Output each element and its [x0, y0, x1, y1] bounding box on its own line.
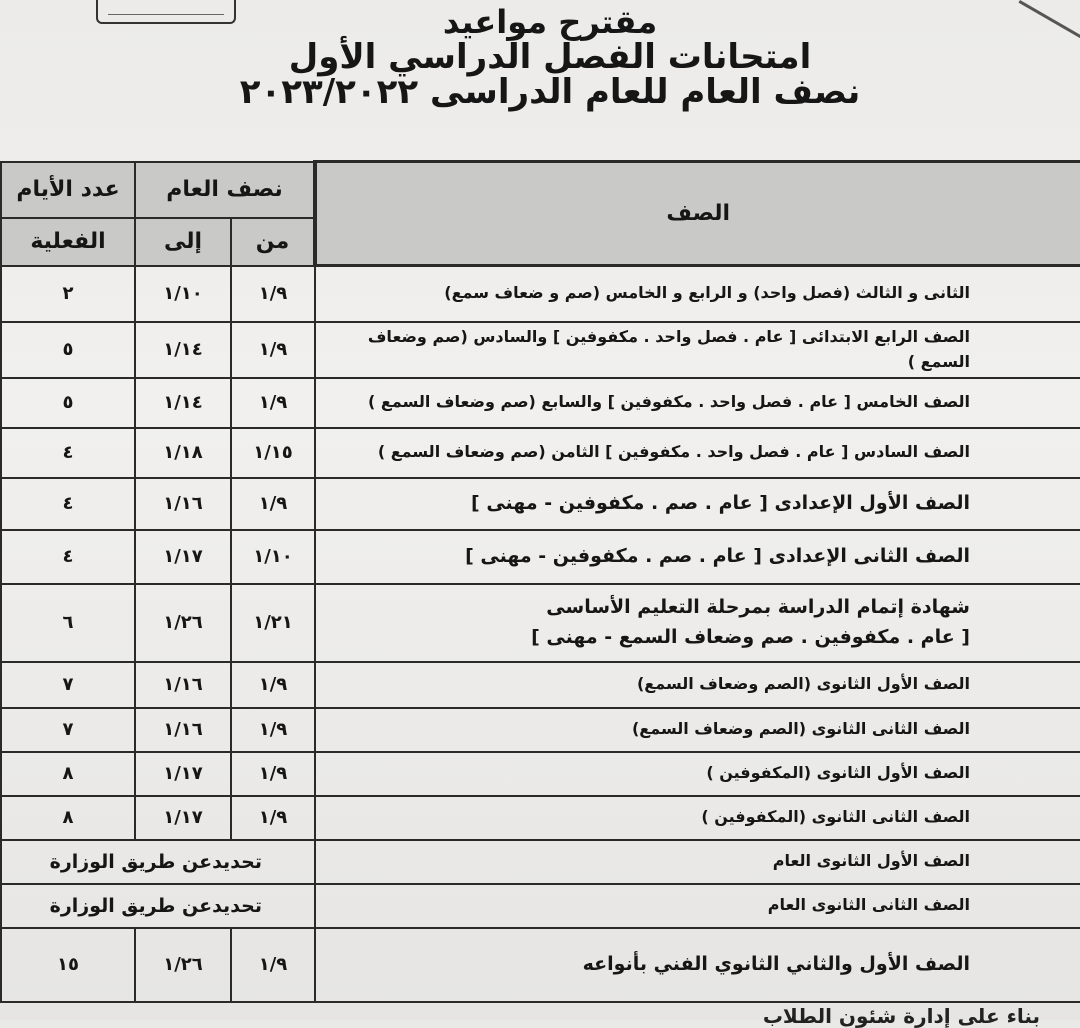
header-grade: الصف — [315, 162, 1080, 266]
from-cell: ١/٩ — [231, 478, 315, 530]
table-row — [1, 662, 1080, 708]
table-row — [1, 840, 1080, 884]
table-row — [1, 322, 1080, 378]
grade-cell: الثانى و الثالث (فصل واحد) و الرابع و الخامس (صم و ضعاف سمع) — [315, 266, 1080, 322]
table-row — [1, 928, 1080, 1002]
from-cell: ١/١٠ — [231, 530, 315, 584]
header-days-line2: الفعلية — [1, 218, 135, 266]
title-line-1: مقترح مواعيد — [200, 6, 900, 40]
days-cell: ٤ — [1, 530, 135, 584]
to-cell: ١/١٧ — [135, 530, 231, 584]
from-cell: ١/٩ — [231, 708, 315, 752]
from-cell: ١/٩ — [231, 378, 315, 428]
days-cell: ٥ — [1, 322, 135, 378]
grade-cell: الصف الأول الثانوى (الصم وضعاف السمع) — [315, 662, 1080, 708]
days-cell: ١٥ — [1, 928, 135, 1002]
days-cell: ٨ — [1, 796, 135, 840]
title-line-2: امتحانات الفصل الدراسي الأول — [200, 40, 900, 76]
table-row — [1, 796, 1080, 840]
from-cell: ١/٢١ — [231, 584, 315, 662]
days-cell: ٤ — [1, 428, 135, 478]
grade-cell: الصف الثانى الثانوى (المكفوفين ) — [315, 796, 1080, 840]
to-cell: ١/١٦ — [135, 662, 231, 708]
exam-schedule-table — [0, 160, 1080, 1003]
grade-cell: الصف الخامس [ عام . فصل واحد . مكفوفين ] والسابع (صم وضعاف السمع ) — [315, 378, 1080, 428]
days-cell: ٧ — [1, 708, 135, 752]
header-days-line1: عدد الأيام — [1, 162, 135, 218]
grade-cell: الصف الثانى الثانوى (الصم وضعاف السمع) — [315, 708, 1080, 752]
ministry-note-cell: تحديدعن طريق الوزارة — [1, 884, 315, 928]
to-cell: ١/١٧ — [135, 796, 231, 840]
table-row — [1, 428, 1080, 478]
grade-cell: الصف الأول الثانوى العام — [315, 840, 1080, 884]
footer-text: بناء على إدارة شئون الطلاب — [520, 1004, 1040, 1028]
grade-cell: الصف السادس [ عام . فصل واحد . مكفوفين ] الثامن (صم وضعاف السمع ) — [315, 428, 1080, 478]
grade-cell: الصف الرابع الابتدائى [ عام . فصل واحد . مكفوفين ] والسادس (صم وضعاف السمع ) — [315, 322, 1080, 378]
table-row — [1, 378, 1080, 428]
to-cell: ١/١٤ — [135, 322, 231, 378]
days-cell: ٨ — [1, 752, 135, 796]
days-cell: ٦ — [1, 584, 135, 662]
to-cell: ١/٢٦ — [135, 928, 231, 1002]
to-cell: ١/١٨ — [135, 428, 231, 478]
document-title — [200, 6, 900, 111]
table-row — [1, 584, 1080, 662]
table-row — [1, 708, 1080, 752]
grade-cell — [315, 584, 1080, 662]
grade-cell: الصف الثانى الإعدادى [ عام . صم . مكفوفين - مهنى ] — [315, 530, 1080, 584]
days-cell: ٥ — [1, 378, 135, 428]
table-row — [1, 478, 1080, 530]
grade-cell: الصف الأول الثانوى (المكفوفين ) — [315, 752, 1080, 796]
grade-cell-line-2: [ عام . مكفوفين . صم وضعاف السمع - مهنى ] — [316, 623, 970, 652]
from-cell: ١/٩ — [231, 796, 315, 840]
grade-cell-line-1: شهادة إتمام الدراسة بمرحلة التعليم الأساسى — [316, 593, 970, 622]
days-cell: ٧ — [1, 662, 135, 708]
grade-cell: الصف الأول والثاني الثانوي الفني بأنواعه — [315, 928, 1080, 1002]
header-midyear: نصف العام — [135, 162, 315, 218]
from-cell: ١/٩ — [231, 662, 315, 708]
to-cell: ١/١٦ — [135, 478, 231, 530]
table-row — [1, 752, 1080, 796]
title-line-3: نصف العام للعام الدراسى ٢٠٢٣/٢٠٢٢ — [200, 75, 900, 111]
header-to: إلى — [135, 218, 231, 266]
from-cell: ١/٩ — [231, 752, 315, 796]
table-row — [1, 884, 1080, 928]
from-cell: ١/٩ — [231, 928, 315, 1002]
from-cell: ١/١٥ — [231, 428, 315, 478]
to-cell: ١/١٦ — [135, 708, 231, 752]
grade-cell: الصف الأول الإعدادى [ عام . صم . مكفوفين - مهنى ] — [315, 478, 1080, 530]
days-cell: ٢ — [1, 266, 135, 322]
table-row — [1, 530, 1080, 584]
header-from: من — [231, 218, 315, 266]
to-cell: ١/١٤ — [135, 378, 231, 428]
table-row — [1, 266, 1080, 322]
from-cell: ١/٩ — [231, 266, 315, 322]
corner-mark — [1019, 0, 1080, 43]
days-cell: ٤ — [1, 478, 135, 530]
ministry-note-cell: تحديدعن طريق الوزارة — [1, 840, 315, 884]
grade-cell: الصف الثانى الثانوى العام — [315, 884, 1080, 928]
to-cell: ١/١٧ — [135, 752, 231, 796]
from-cell: ١/٩ — [231, 322, 315, 378]
to-cell: ١/١٠ — [135, 266, 231, 322]
to-cell: ١/٢٦ — [135, 584, 231, 662]
